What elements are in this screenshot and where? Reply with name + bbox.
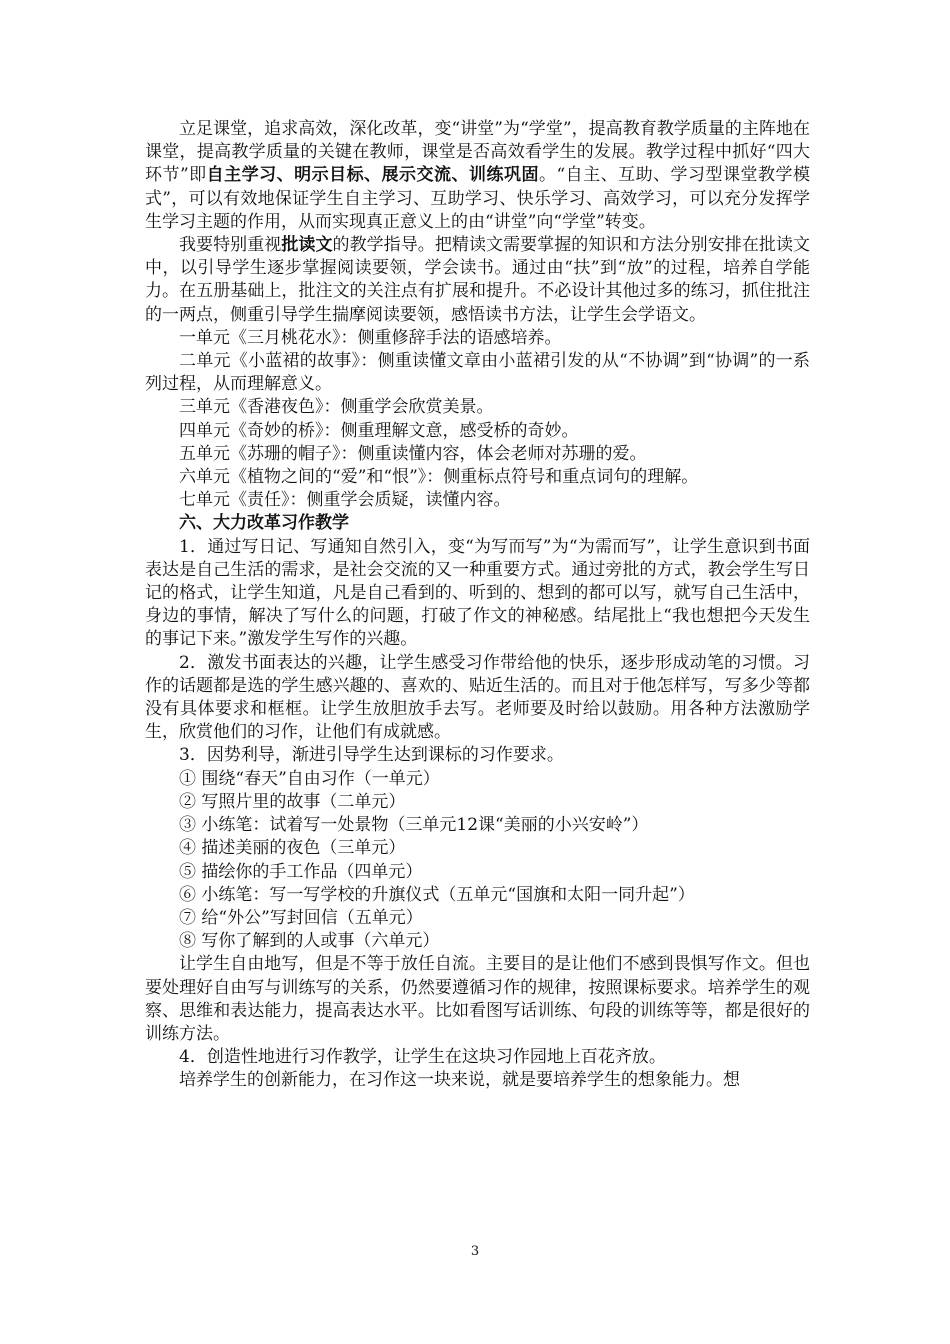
- list-item: ⑤ 描绘你的手工作品（四单元）: [179, 861, 423, 882]
- unit-7-line: 七单元《责任》：侧重学会质疑，读懂内容。: [179, 490, 511, 511]
- unit-3-line: 三单元《香港夜色》：侧重学会欣赏美景。: [179, 397, 494, 418]
- list-item: ③ 小练笔：试着写一处景物（三单元12课“美丽的小兴安岭”）: [179, 815, 649, 836]
- list-item: ② 写照片里的故事（二单元）: [179, 791, 406, 812]
- page-number: 3: [470, 1244, 480, 1259]
- section-heading-writing-reform: 六、大力改革习作教学: [179, 513, 349, 534]
- writing-point-2: 2．激发书面表达的兴趣，让学生感受习作带给他的快乐，逐步形成动笔的习惯。习作的话题都是选的学生感兴趣的、喜欢的、贴近生活的。而且对于他怎样写，写多少等都没有具体要求和框框。让学生放胆放手去写。老师要及时给以鼓励。用各种方法激励学生，欣赏他们的习作，让他们有成就感。: [145, 652, 810, 743]
- paragraph-free-writing: 让学生自由地写，但是不等于放任自流。主要目的是让他们不感到畏惧写作文。但也要处理好自由写与训练写的关系，仍然要遵循习作的规律，按照课标要求。培养学生的观察、思维和表达能力，提高表达水平。比如看图写话训练、句段的训练等等，都是很好的训练方法。: [145, 954, 810, 1044]
- document-body: [145, 118, 810, 1093]
- paragraph-annotated-reading: 我要特别重视批读文的教学指导。把精读文需要掌握的知识和方法分别安排在批读文中，以引导学生逐步掌握阅读要领，学会读书。通过由“扶”到“放”的过程，培养自学能力。在五册基础上，批注文的关注点有扩展和提升。不必设计其他过多的练习，抓住批注的一两点，侧重引导学生揣摩阅读要领，感悟读书方法，让学生会学语文。: [145, 235, 811, 325]
- paragraph-classroom-reform: 立足课堂，追求高效，深化改革，变“讲堂”为“学堂”，提高教育教学质量的主阵地在课堂，提高教学质量的关键在教师，课堂是否高效看学生的发展。教学过程中抓好“四大环节”即自主学习、明示目标、展示交流、训练巩固。“自主、互助、学习型课堂教学模式”，可以有效地保证学生自主学习、互助学习、快乐学习、高效学习，可以充分发挥学生学习主题的作用，从而实现真正意义上的由“讲堂”向“学堂”转变。: [145, 119, 810, 232]
- writing-point-1: 1．通过写日记、写通知自然引入，变“为写而写”为“为需而写”，让学生意识到书面表达是自己生活的需求，是社会交流的又一种重要方式。通过旁批的方式，教会学生写日记的格式，让学生知道，凡是自己看到的、听到的、想到的都可以写，就写自己生活中，身边的事情，解决了写什么的问题，打破了作文的神秘感。结尾批上“我也想把今天发生的事记下来。”激发学生写作的兴趣。: [145, 536, 810, 650]
- unit-2-line: 二单元《小蓝裙的故事》：侧重读懂文章由小蓝裙引发的从“不协调”到“协调”的一系列过程，从而理解意义。: [145, 351, 810, 395]
- unit-1-line: 一单元《三月桃花水》：侧重修辞手法的语感培养。: [179, 327, 562, 348]
- list-item: ⑥ 小练笔：写一写学校的升旗仪式（五单元“国旗和太阳一同升起”）: [179, 884, 695, 905]
- list-item: ④ 描述美丽的夜色（三单元）: [179, 838, 406, 859]
- writing-point-3: 3．因势利导，渐进引导学生达到课标的习作要求。: [179, 745, 564, 766]
- list-item: ⑧ 写你了解到的人或事（六单元）: [179, 931, 440, 952]
- unit-4-line: 四单元《奇妙的桥》：侧重理解文意，感受桥的奇妙。: [179, 420, 579, 441]
- writing-point-4: 4．创造性地进行习作教学，让学生在这块习作园地上百花齐放。: [179, 1047, 666, 1068]
- paragraph-imagination: 培养学生的创新能力，在习作这一块来说，就是要培养学生的想象能力。想: [179, 1070, 740, 1091]
- bold-four-links: 自主学习、明示目标、展示交流、训练巩固: [206, 165, 539, 186]
- unit-5-line: 五单元《苏珊的帽子》：侧重读懂内容，体会老师对苏珊的爱。: [179, 443, 647, 464]
- bold-annotated-reading: 批读文: [281, 235, 333, 256]
- list-item: ① 围绕“春天”自由习作（一单元）: [179, 768, 440, 789]
- unit-6-line: 六单元《植物之间的“爱”和“恨”》：侧重标点符号和重点词句的理解。: [179, 467, 699, 488]
- list-item: ⑦ 给“外公”写封回信（五单元）: [179, 907, 423, 928]
